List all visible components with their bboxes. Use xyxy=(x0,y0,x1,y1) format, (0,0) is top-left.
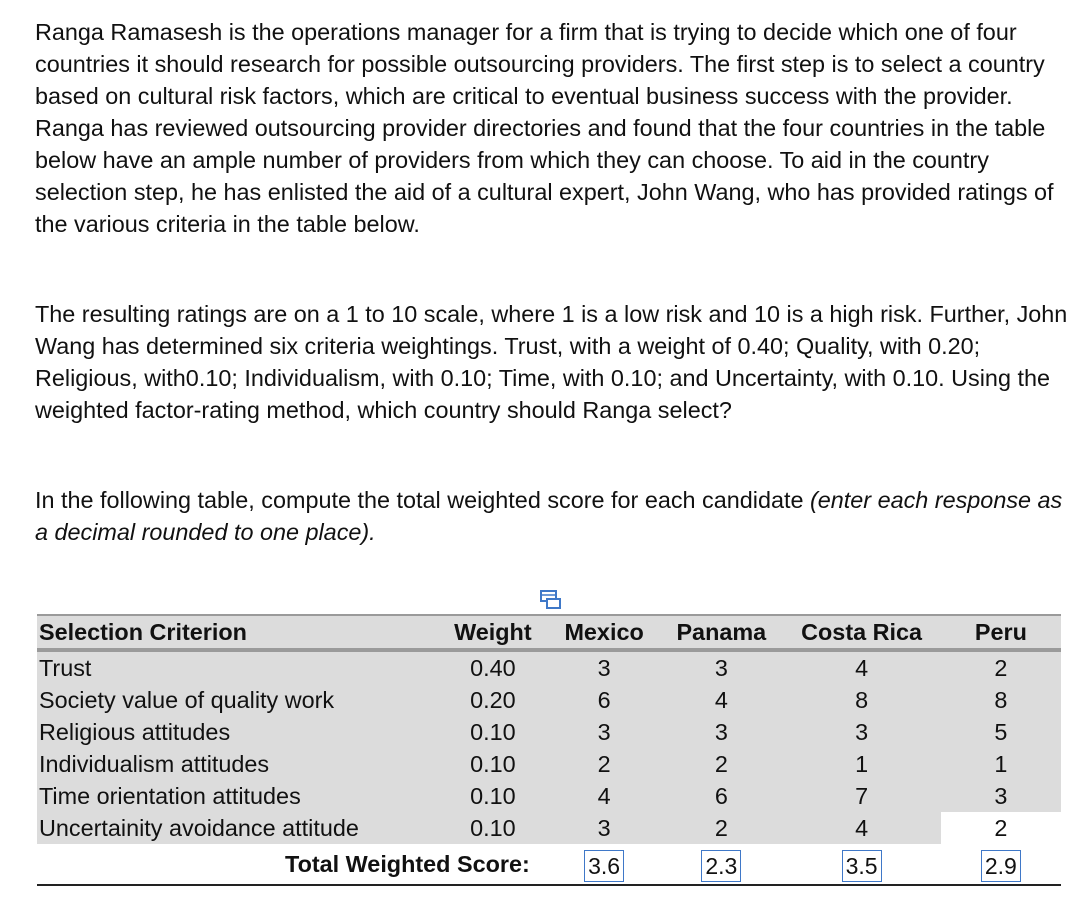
peru-rating: 5 xyxy=(941,716,1061,748)
table-row xyxy=(37,684,1061,716)
panama-rating: 3 xyxy=(660,716,782,748)
peru-rating: 8 xyxy=(941,684,1061,716)
ratings-table-container xyxy=(37,614,1061,886)
problem-paragraph-1: Ranga Ramasesh is the operations manager for a firm that is trying to decide which one of four countries it should research for possible outsourcing providers. The first step is to select a country based on cultural risk factors, which are critical to eventual business success with the provider. Ranga has reviewed outsourcing provider directories and found that the four countries in the table below have an ample number of providers from which they can choose. To aid in the country selection step, he has enlisted the aid of a cultural expert, John Wang, who has provided ratings of the various criteria in the table below. xyxy=(35,19,1054,237)
panama-rating: 4 xyxy=(660,684,782,716)
panama-total-input[interactable]: 2.3 xyxy=(701,850,741,882)
header-costa-rica: Costa Rica xyxy=(782,615,940,650)
weight-cell: 0.10 xyxy=(438,812,548,844)
header-criterion: Selection Criterion xyxy=(37,615,438,650)
header-panama: Panama xyxy=(660,615,782,650)
criterion-cell: Uncertainity avoidance attitude xyxy=(37,812,438,844)
problem-paragraph-2: The resulting ratings are on a 1 to 10 scale, where 1 is a low risk and 10 is a high risk. Further, John Wang has determined six criteria weightings. Trust, with a weight of 0.40; Quality, with 0.20; Religious, with0.10; Individualism, with 0.10; Time, with 0.10; and Uncertainty, with 0.10. Using the weighted factor-rating method, which country should Ranga select? xyxy=(35,301,1068,423)
costa-rica-rating: 3 xyxy=(782,716,940,748)
expand-icon-graphic xyxy=(538,588,564,612)
instruction-italic-note: (enter each response as a decimal rounded to one place). xyxy=(35,487,1063,545)
table-header-row xyxy=(37,615,1061,650)
peru-total-input[interactable]: 2.9 xyxy=(981,850,1021,882)
criterion-cell: Trust xyxy=(37,650,438,684)
weight-cell: 0.10 xyxy=(438,780,548,812)
costa-rica-total-cell xyxy=(782,844,940,885)
total-label: Total Weighted Score: xyxy=(285,851,530,877)
table-row xyxy=(37,748,1061,780)
table-row xyxy=(37,716,1061,748)
instruction-paragraph xyxy=(35,484,1069,548)
peru-rating: 2 xyxy=(941,650,1061,684)
criterion-cell: Individualism attitudes xyxy=(37,748,438,780)
table-row xyxy=(37,780,1061,812)
panama-rating: 6 xyxy=(660,780,782,812)
mexico-rating: 3 xyxy=(548,650,660,684)
mexico-rating: 3 xyxy=(548,812,660,844)
total-label-cell xyxy=(37,844,530,885)
instruction-text: In the following table, compute the total weighted score for each candidate xyxy=(35,487,810,513)
mexico-rating: 4 xyxy=(548,780,660,812)
mexico-rating: 2 xyxy=(548,748,660,780)
costa-rica-total-input[interactable]: 3.5 xyxy=(842,850,882,882)
header-mexico: Mexico xyxy=(548,615,660,650)
weight-cell: 0.10 xyxy=(438,716,548,748)
ratings-table xyxy=(37,614,1061,886)
table-row xyxy=(37,650,1061,684)
weight-cell: 0.20 xyxy=(438,684,548,716)
mexico-total-input[interactable]: 3.6 xyxy=(584,850,624,882)
mexico-total-cell xyxy=(548,844,660,885)
costa-rica-rating: 7 xyxy=(782,780,940,812)
costa-rica-rating: 4 xyxy=(782,650,940,684)
panama-rating: 2 xyxy=(660,812,782,844)
peru-total-cell xyxy=(941,844,1061,885)
weight-cell: 0.40 xyxy=(438,650,548,684)
header-weight: Weight xyxy=(438,615,548,650)
panama-rating: 3 xyxy=(660,650,782,684)
peru-rating: 3 xyxy=(941,780,1061,812)
mexico-rating: 6 xyxy=(548,684,660,716)
criterion-cell: Society value of quality work xyxy=(37,684,438,716)
header-peru: Peru xyxy=(941,615,1061,650)
criterion-cell: Time orientation attitudes xyxy=(37,780,438,812)
costa-rica-rating: 1 xyxy=(782,748,940,780)
peru-rating: 2 xyxy=(941,812,1061,844)
panama-rating: 2 xyxy=(660,748,782,780)
peru-rating: 1 xyxy=(941,748,1061,780)
costa-rica-rating: 4 xyxy=(782,812,940,844)
criterion-cell: Religious attitudes xyxy=(37,716,438,748)
expand-table-icon[interactable] xyxy=(538,588,564,612)
mexico-rating: 3 xyxy=(548,716,660,748)
table-row xyxy=(37,812,1061,844)
costa-rica-rating: 8 xyxy=(782,684,940,716)
total-row xyxy=(37,844,1061,885)
weight-cell: 0.10 xyxy=(438,748,548,780)
panama-total-cell xyxy=(660,844,782,885)
